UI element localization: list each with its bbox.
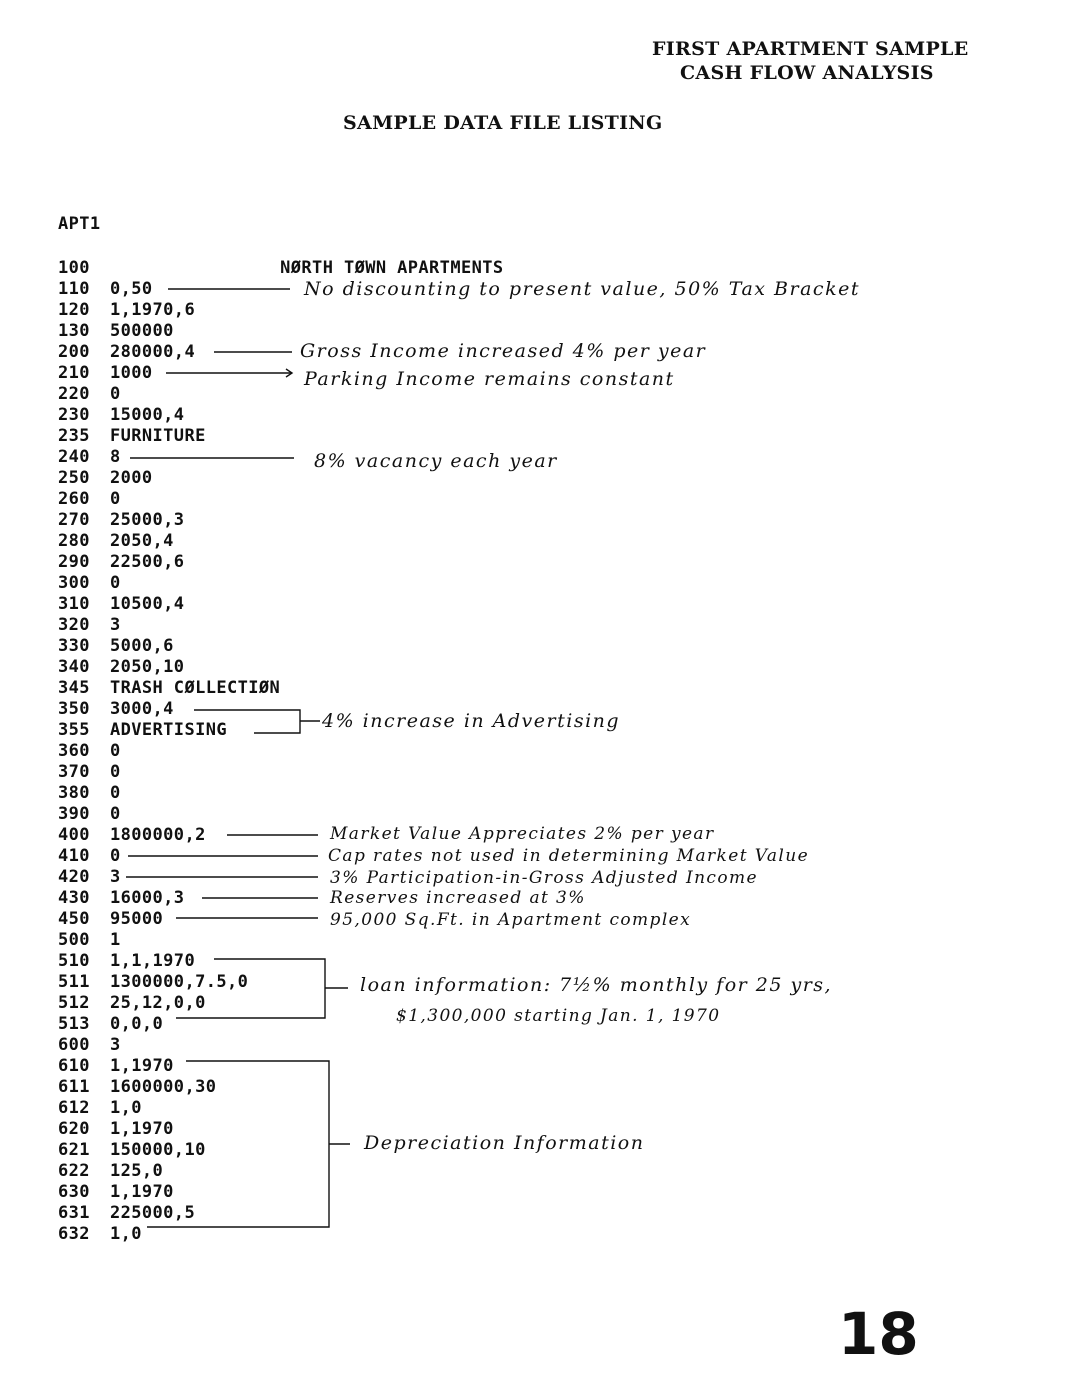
listing-line-number: 380 xyxy=(58,783,90,803)
file-name: APT1 xyxy=(58,214,101,234)
listing-line-number: 300 xyxy=(58,573,90,593)
listing-value: 1300000,7.5,0 xyxy=(110,972,249,992)
listing-value: 1,1970,6 xyxy=(110,300,196,320)
listing-line-number: 500 xyxy=(58,930,90,950)
listing-value: ADVERTISING xyxy=(110,720,227,740)
note-reserves: Reserves increased at 3% xyxy=(330,888,586,908)
listing-value: 1,1970 xyxy=(110,1119,174,1139)
listing-value: 3 xyxy=(110,1035,121,1055)
listing-line-number: 100 xyxy=(58,258,90,278)
bracket-loan xyxy=(176,959,325,1018)
listing-line-number: 360 xyxy=(58,741,90,761)
listing-value: 16000,3 xyxy=(110,888,185,908)
listing-value: 25,12,0,0 xyxy=(110,993,206,1013)
listing-value: 3 xyxy=(110,615,121,635)
note-parking: Parking Income remains constant xyxy=(304,368,675,390)
note-cap-rates: Cap rates not used in determining Market Value xyxy=(328,846,810,866)
listing-line-number: 240 xyxy=(58,447,90,467)
listing-line-number: 250 xyxy=(58,468,90,488)
listing-line-number: 513 xyxy=(58,1014,90,1034)
listing-value: 22500,6 xyxy=(110,552,185,572)
note-depreciation: Depreciation Information xyxy=(364,1132,645,1154)
bracket-depreciation xyxy=(147,1061,329,1227)
listing-line-number: 230 xyxy=(58,405,90,425)
listing-value: 2000 xyxy=(110,468,153,488)
listing-line-number: 330 xyxy=(58,636,90,656)
listing-line-number: 622 xyxy=(58,1161,90,1181)
listing-value: TRASH CØLLECTIØN xyxy=(110,678,281,698)
listing-value: 1000 xyxy=(110,363,153,383)
note-loan-line-2: $1,300,000 starting Jan. 1, 1970 xyxy=(396,1006,721,1026)
listing-value: 25000,3 xyxy=(110,510,185,530)
header-title-line-2: CASH FLOW ANALYSIS xyxy=(680,62,934,84)
listing-value: 1,1,1970 xyxy=(110,951,196,971)
listing-value: 280000,4 xyxy=(110,342,196,362)
listing-line-number: 410 xyxy=(58,846,90,866)
note-vacancy: 8% vacancy each year xyxy=(314,450,558,472)
listing-line-number: 345 xyxy=(58,678,90,698)
listing-line-number: 110 xyxy=(58,279,90,299)
listing-line-number: 430 xyxy=(58,888,90,908)
listing-line-number: 270 xyxy=(58,510,90,530)
listing-value: FURNITURE xyxy=(110,426,206,446)
note-gross-income: Gross Income increased 4% per year xyxy=(300,340,707,362)
listing-line-number: 220 xyxy=(58,384,90,404)
listing-line-number: 390 xyxy=(58,804,90,824)
listing-value: 0 xyxy=(110,384,121,404)
listing-value: 8 xyxy=(110,447,121,467)
listing-line-number: 340 xyxy=(58,657,90,677)
header-title-line-1: FIRST APARTMENT SAMPLE xyxy=(652,38,969,60)
listing-line-number: 400 xyxy=(58,825,90,845)
listing-line-number: 200 xyxy=(58,342,90,362)
listing-line-number: 632 xyxy=(58,1224,90,1244)
listing-value: 1,0 xyxy=(110,1098,142,1118)
listing-line-number: 235 xyxy=(58,426,90,446)
listing-line-number: 612 xyxy=(58,1098,90,1118)
listing-value: 0 xyxy=(110,762,121,782)
listing-value: 0 xyxy=(110,573,121,593)
listing-value: 1,0 xyxy=(110,1224,142,1244)
listing-value: 0,0,0 xyxy=(110,1014,164,1034)
page-number: 18 xyxy=(838,1300,919,1368)
listing-value: 1 xyxy=(110,930,121,950)
listing-value: 1600000,30 xyxy=(110,1077,217,1097)
listing-line-number: 280 xyxy=(58,531,90,551)
listing-value: 150000,10 xyxy=(110,1140,206,1160)
listing-value: 0 xyxy=(110,846,121,866)
note-participation: 3% Participation-in-Gross Adjusted Income xyxy=(330,868,758,888)
listing-line-number: 310 xyxy=(58,594,90,614)
listing-line-number: 350 xyxy=(58,699,90,719)
listing-value: 500000 xyxy=(110,321,174,341)
listing-line-number: 631 xyxy=(58,1203,90,1223)
listing-line-number: 620 xyxy=(58,1119,90,1139)
listing-line-number: 510 xyxy=(58,951,90,971)
listing-value: 1800000,2 xyxy=(110,825,206,845)
listing-value: 1,1970 xyxy=(110,1056,174,1076)
listing-line-number: 210 xyxy=(58,363,90,383)
listing-value: 3000,4 xyxy=(110,699,174,719)
listing-subtitle: SAMPLE DATA FILE LISTING xyxy=(343,112,663,134)
listing-line-number: 621 xyxy=(58,1140,90,1160)
listing-value: 0 xyxy=(110,741,121,761)
listing-value: 0 xyxy=(110,804,121,824)
listing-line-number: 355 xyxy=(58,720,90,740)
listing-line-number: 130 xyxy=(58,321,90,341)
listing-value: 0 xyxy=(110,783,121,803)
listing-value: 0 xyxy=(110,489,121,509)
listing-value: 5000,6 xyxy=(110,636,174,656)
note-sqft: 95,000 Sq.Ft. in Apartment complex xyxy=(330,910,692,930)
listing-line-number: 370 xyxy=(58,762,90,782)
note-loan-line-1: loan information: 7½% monthly for 25 yrs, xyxy=(360,974,833,996)
note-discounting: No discounting to present value, 50% Tax Bracket xyxy=(304,278,860,300)
listing-value: 3 xyxy=(110,867,121,887)
listing-value: 95000 xyxy=(110,909,164,929)
listing-value: 0,50 xyxy=(110,279,153,299)
listing-value: 10500,4 xyxy=(110,594,185,614)
listing-value: 2050,4 xyxy=(110,531,174,551)
listing-value: 2050,10 xyxy=(110,657,185,677)
listing-line-number: 512 xyxy=(58,993,90,1013)
listing-line-number: 320 xyxy=(58,615,90,635)
note-market-value: Market Value Appreciates 2% per year xyxy=(330,824,715,844)
listing-line-number: 600 xyxy=(58,1035,90,1055)
listing-line-number: 290 xyxy=(58,552,90,572)
listing-value: 225000,5 xyxy=(110,1203,196,1223)
listing-value: 15000,4 xyxy=(110,405,185,425)
bracket-advertising xyxy=(194,710,300,733)
listing-line-number: 450 xyxy=(58,909,90,929)
listing-line-number: 610 xyxy=(58,1056,90,1076)
listing-line-number: 611 xyxy=(58,1077,90,1097)
note-advertising: 4% increase in Advertising xyxy=(322,710,621,732)
listing-line-number: 120 xyxy=(58,300,90,320)
listing-value: 1,1970 xyxy=(110,1182,174,1202)
listing-value: 125,0 xyxy=(110,1161,164,1181)
listing-line-number: 260 xyxy=(58,489,90,509)
listing-line-number: 420 xyxy=(58,867,90,887)
listing-line-number: 630 xyxy=(58,1182,90,1202)
listing-value: NØRTH TØWN APARTMENTS xyxy=(110,258,504,278)
listing-line-number: 511 xyxy=(58,972,90,992)
